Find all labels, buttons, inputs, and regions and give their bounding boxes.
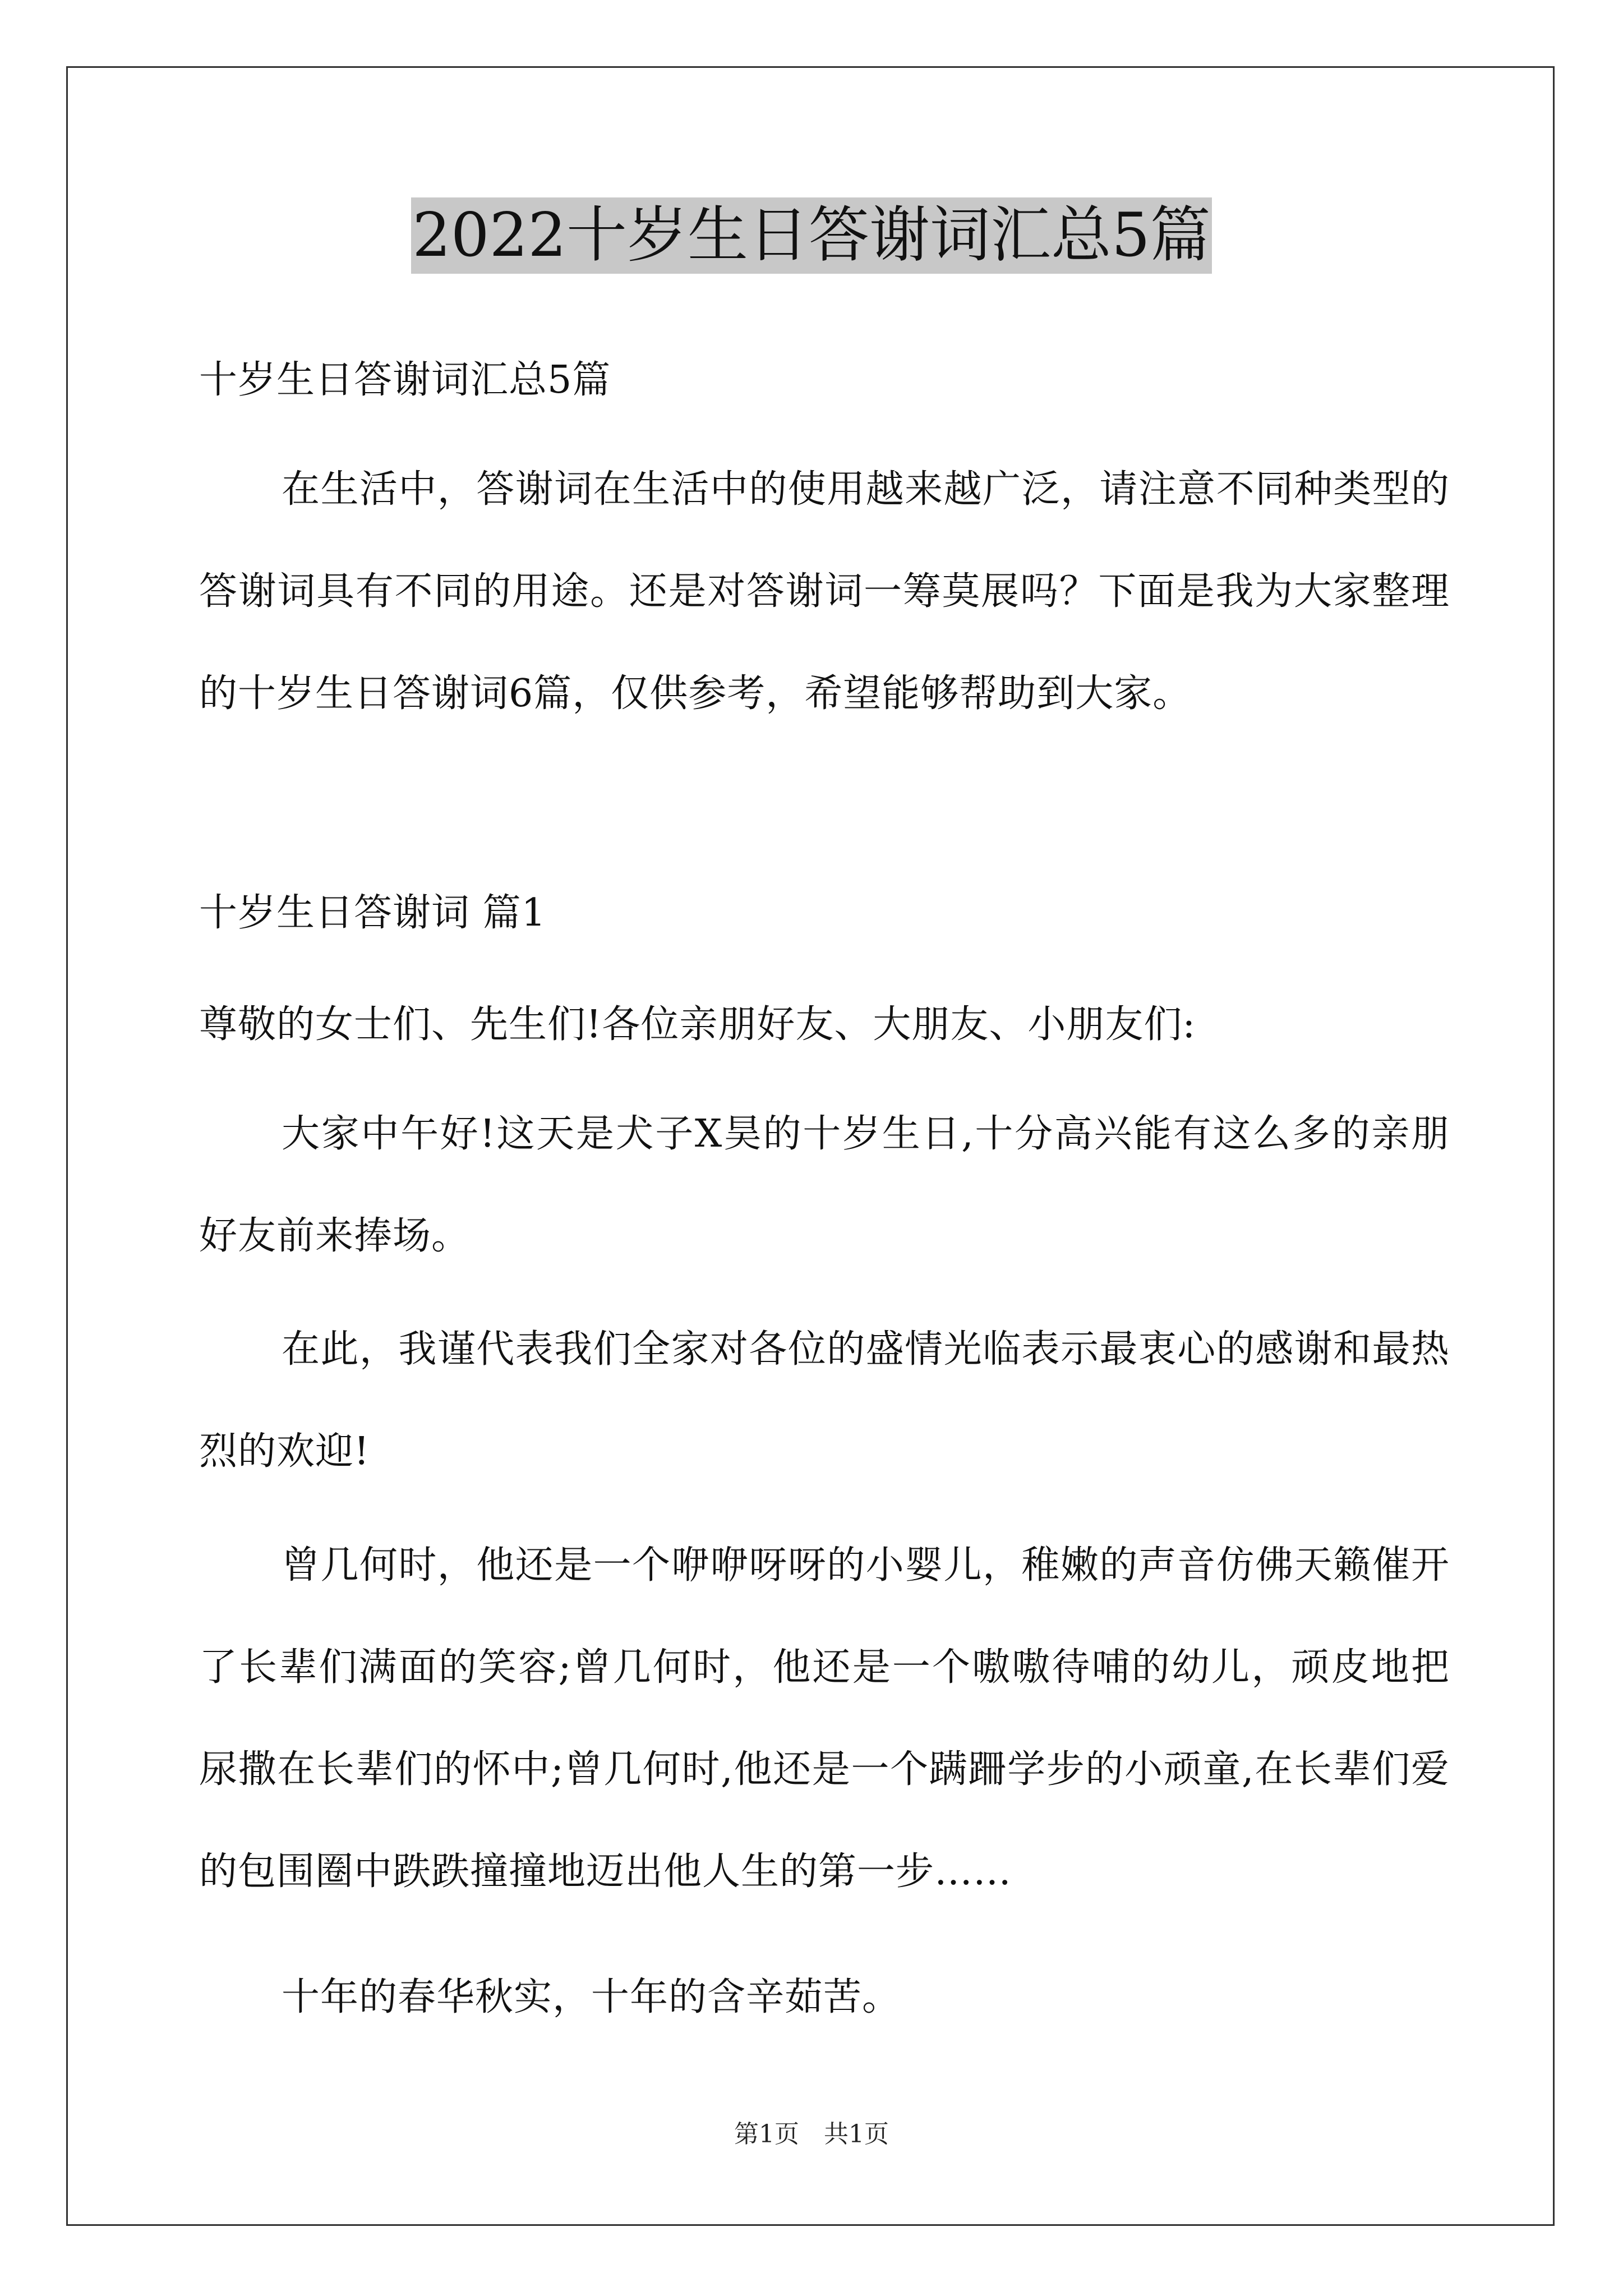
- intro-paragraph: 在生活中，答谢词在生活中的使用越来越广泛，请注意不同种类型的答谢词具有不同的用途。还是对答谢词一筹莫展吗？下面是我为大家整理的十岁生日答谢词6篇，仅供参考，希望能够帮助到大家。: [199, 467, 1450, 716]
- body-paragraph-4: 十年的春华秋实，十年的含辛茹苦。: [282, 1975, 901, 2019]
- body-paragraph-3: 曾几何时，他还是一个咿咿呀呀的小婴儿，稚嫩的声音仿佛天籁催开了长辈们满面的笑容;曾几何时，他还是一个嗷嗷待哺的幼儿，顽皮地把尿撒在长辈们的怀中;曾几何时,他还是一个蹒跚学步的小顽童,在长辈们爱的包围圈中跌跌撞撞地迈出他人生的第一步……: [199, 1543, 1450, 1894]
- document-subtitle: 十岁生日答谢词汇总5篇: [199, 358, 611, 402]
- document-title: 2022十岁生日答谢词汇总5篇: [411, 197, 1212, 274]
- body-paragraph-2: 在此，我谨代表我们全家对各位的盛情光临表示最衷心的感谢和最热烈的欢迎!: [199, 1327, 1450, 1474]
- salutation: 尊敬的女士们、先生们!各位亲朋好友、大朋友、小朋友们:: [199, 1002, 1196, 1047]
- title-container: [0, 197, 1623, 274]
- section-heading: 十岁生日答谢词 篇1: [199, 891, 546, 935]
- body-paragraph-1: 大家中午好!这天是犬子X昊的十岁生日,十分高兴能有这么多的亲朋好友前来捧场。: [199, 1112, 1450, 1258]
- page-footer: 第1页 共1页: [734, 2120, 889, 2148]
